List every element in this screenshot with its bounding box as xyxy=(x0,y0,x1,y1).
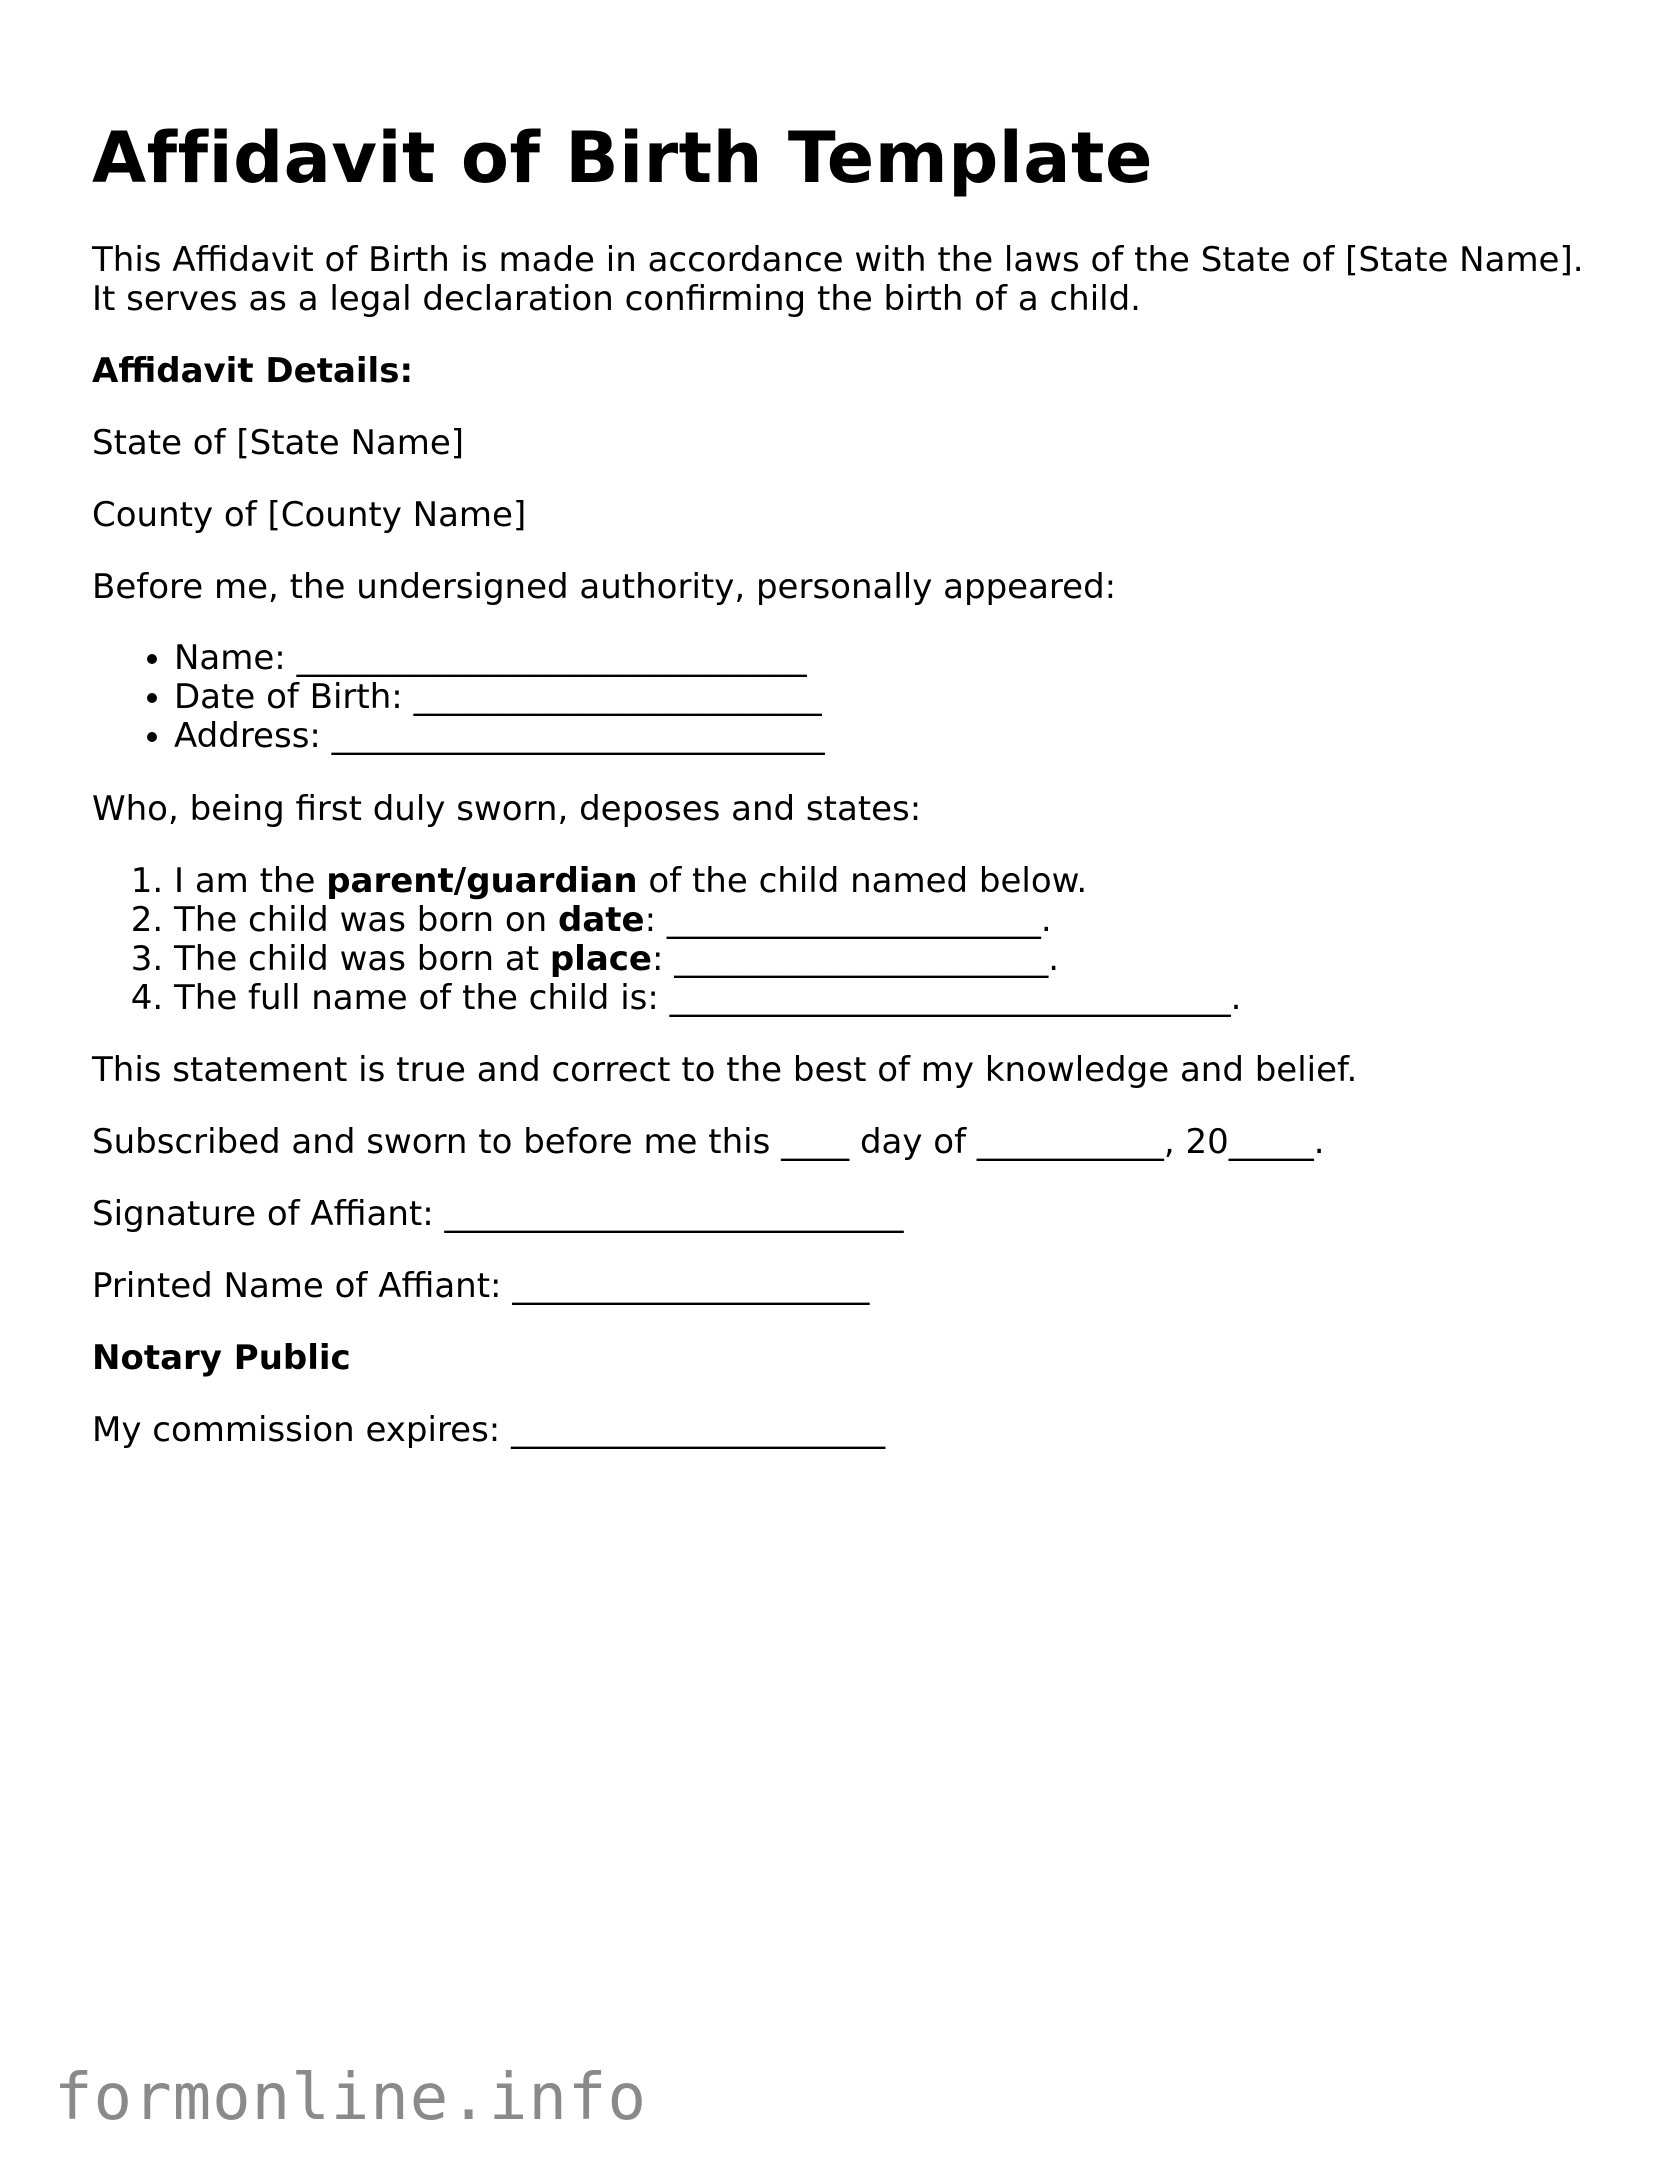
list-item-address xyxy=(174,717,825,756)
statement-item xyxy=(174,940,1241,979)
statements-list xyxy=(92,862,1241,1018)
statement-emphasis: date xyxy=(558,900,645,940)
notary-heading: Notary Public xyxy=(92,1338,351,1378)
commission-line: My commission expires: ______________________ xyxy=(92,1410,886,1450)
intro-paragraph: This Affidavit of Birth is made in accordance with the laws of the State of [State Name]. It serves as a legal declaration confirming the birth of a child. xyxy=(92,240,1584,319)
before-line: Before me, the undersigned authority, personally appeared: xyxy=(92,567,1117,607)
statement-item xyxy=(174,862,1241,901)
statement-emphasis: parent/guardian xyxy=(326,861,638,901)
statement-text: The child was born at xyxy=(174,939,550,979)
personal-details-list xyxy=(92,639,825,756)
statement-text: I am the xyxy=(174,861,327,901)
watermark: formonline.info xyxy=(54,2061,647,2135)
field-label: Date of Birth: xyxy=(174,677,403,717)
statement-text: The child was born on xyxy=(174,900,559,940)
state-line: State of [State Name] xyxy=(92,423,465,463)
signature-line: Signature of Affiant: ___________________________ xyxy=(92,1194,904,1234)
printed-name-line: Printed Name of Affiant: _____________________ xyxy=(92,1266,870,1306)
county-line: County of [County Name] xyxy=(92,495,527,535)
statement-item xyxy=(174,901,1241,940)
statement-emphasis: place xyxy=(549,939,652,979)
name-blank: ______________________________ xyxy=(296,638,807,678)
list-item-name xyxy=(174,639,825,678)
truth-statement: This statement is true and correct to the best of my knowledge and belief. xyxy=(92,1050,1358,1090)
field-label: Address: xyxy=(174,716,321,756)
statement-text: : ______________________. xyxy=(651,939,1060,979)
subscribed-line: Subscribed and sworn to before me this ____ day of ___________, 20_____. xyxy=(92,1122,1325,1162)
statement-text: of the child named below. xyxy=(637,861,1088,901)
statement-item xyxy=(174,979,1241,1018)
statement-text: _________________________________. xyxy=(669,978,1242,1018)
sworn-line: Who, being first duly sworn, deposes and states: xyxy=(92,789,922,829)
statement-text: The full name of the child is: xyxy=(174,978,670,1018)
section-heading: Affidavit Details: xyxy=(92,351,414,391)
list-item-date-of-birth xyxy=(174,678,825,717)
document-title: Affidavit of Birth Template xyxy=(92,117,1153,199)
address-blank: _____________________________ xyxy=(331,716,825,756)
statement-text: : ______________________. xyxy=(644,900,1052,940)
date-of-birth-blank: ________________________ xyxy=(413,677,822,717)
field-label: Name: xyxy=(174,638,286,678)
